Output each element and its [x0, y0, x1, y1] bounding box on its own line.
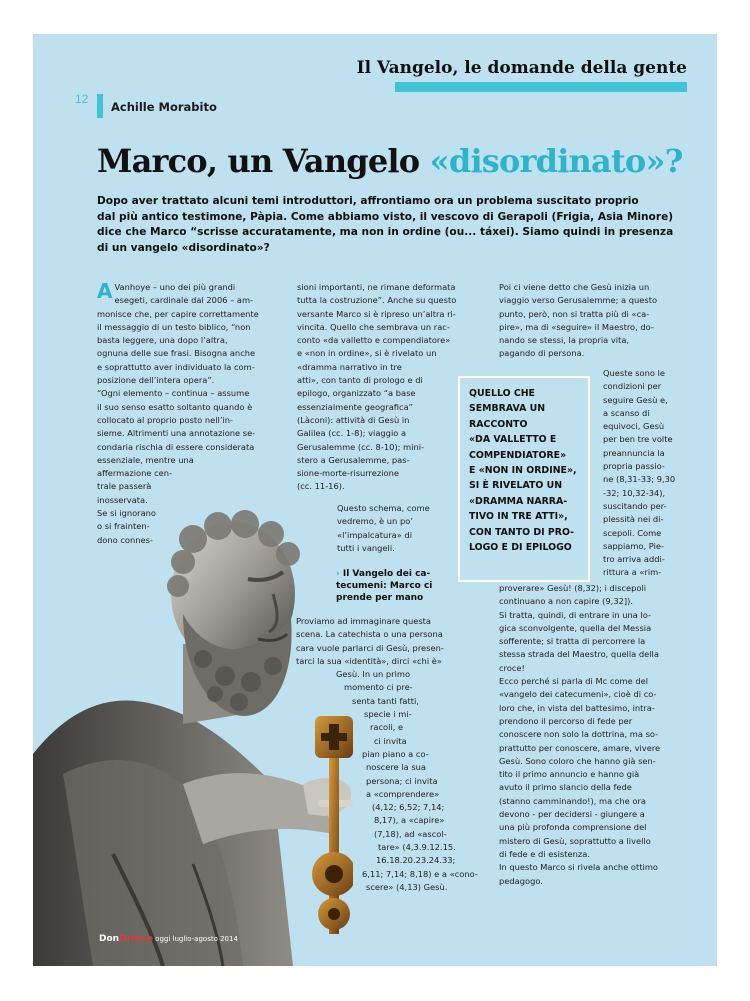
column-2-bottom — [296, 615, 478, 894]
pullquote-line: CON TANTO DI PRO- — [469, 526, 575, 538]
text-line: (stanno camminando!), ma che ora — [499, 795, 646, 806]
text-line: Queste sono le — [603, 368, 665, 378]
column-3-bottom — [499, 582, 660, 888]
magazine-page — [33, 34, 717, 966]
text-line: loro che, in vista del battesimo, intra- — [499, 702, 655, 713]
series-accent-bar — [395, 82, 687, 92]
text-line: senta tanti fatti, — [352, 695, 419, 706]
text-line: vincita. Quello che sembrava un rac- — [297, 321, 450, 332]
text-line: esegeti, cardinale dal 2006 – am- — [114, 295, 254, 306]
title-accent: «disordinato»? — [429, 142, 683, 180]
text-line: mistero di Gesù, soprattutto a livello — [499, 835, 651, 846]
text-line: «vangelo dei catecumeni», cioè di co- — [499, 689, 657, 700]
text-line: (7,18), ad «ascol- — [374, 828, 447, 839]
text-line: scena. La catechista o una persona — [296, 629, 443, 640]
text-line: gica sconvolgente, quella del Messia — [499, 622, 652, 633]
text-line: A Vanhoye – uno dei più grandi — [97, 279, 236, 303]
author-accent-bar — [97, 94, 103, 118]
text-line: persona; ci invita — [366, 775, 438, 786]
text-line: il messaggio di un testo biblico, “non — [97, 321, 251, 332]
text-line: Gesù. Sono coloro che hanno già sen- — [499, 755, 656, 766]
text-line: In questo Marco si rivela anche ottimo — [499, 862, 658, 873]
text-line: continuano a non capire (9,32]). — [499, 596, 633, 607]
pullquote-line: RACCONTO — [469, 418, 528, 430]
text-line: Questo schema, come — [337, 503, 430, 513]
series-title: Il Vangelo, le domande della gente — [356, 58, 687, 78]
text-line: equivoci, Gesù — [603, 421, 665, 432]
pullquote-line: TIVO IN TRE ATTI», — [469, 511, 568, 523]
text-line: nando se stessi, la propria vita, — [499, 335, 630, 346]
column-1 — [97, 281, 259, 547]
subhead-line: › Il Vangelo dei ca- — [336, 569, 431, 579]
text-line: preannuncia la — [603, 447, 665, 458]
text-line: tutta la costruzione”. Anche su questo — [297, 295, 457, 306]
text-line: conto «da valletto e compendiatore» — [297, 335, 451, 346]
text-line: punto, però, non si tratta più di «ca- — [499, 308, 650, 319]
text-line: ci invita — [374, 735, 407, 746]
text-line: «l’impalcatura» di — [337, 529, 413, 540]
text-line: 16.18.20.23.24.33; — [376, 855, 456, 866]
subhead-line: tecumeni: Marco ci — [336, 581, 433, 591]
text-line: ne (8,31-33; 9,30 — [603, 474, 676, 485]
text-line: prendono il percorso di fede per — [499, 715, 633, 726]
text-line: cara vuole parlarci di Gesù, presen- — [296, 642, 444, 653]
text-line: tare» (4,3.9.12.15. — [378, 842, 456, 853]
text-line: o si frainten- — [97, 521, 150, 532]
magazine-brand-a: Don — [99, 934, 120, 944]
chevron-right-icon: › — [336, 569, 343, 579]
text-line: 8,17), a «capire» — [374, 815, 445, 826]
text-line: Ecco perché si parla di Mc come del — [499, 676, 648, 687]
text-line: (Làconi): attività di Gesù in — [297, 414, 410, 425]
text-line: conoscere non solo la dottrina, ma so- — [499, 729, 659, 740]
text-line: di fede e di esistenza. — [499, 848, 590, 859]
text-line: suscitando per- — [603, 500, 667, 511]
text-line: essenziale, mentre una — [97, 454, 194, 465]
pullquote-line: «DA VALLETTO E — [469, 434, 557, 446]
text-line: 6,11; 7,14; 8,18) e a «cono- — [362, 868, 478, 879]
text-line: (4,12; 6,52; 7,14; — [372, 802, 445, 813]
article-intro — [97, 194, 674, 256]
text-line: pagando di persona. — [499, 348, 585, 359]
text-line: condaria rischia di essere considerata — [97, 441, 255, 452]
text-line: ognuna delle sue frasi. Bisogna anche — [97, 348, 256, 359]
pullquote-line: QUELLO CHE — [469, 388, 535, 399]
text-line: racoli, e — [370, 722, 404, 733]
intro-line: dal più antico testimone, Pàpia. Come abbiamo visto, il vescovo di Gerapoli (Frigia, Asia Minore) — [97, 210, 674, 223]
pull-quote — [458, 376, 590, 582]
page-number: 12 — [75, 92, 89, 106]
text-line: croce! — [499, 662, 525, 673]
text-line: Si tratta, quindi, di entrare in una lo- — [499, 609, 652, 620]
text-line: Gesù. In un primo — [336, 669, 411, 680]
section-subheading — [336, 568, 432, 604]
text-line: pire», ma di «seguire» il Maestro, do- — [499, 321, 654, 332]
text-line: tito il primo annuncio e hanno già — [499, 769, 640, 780]
text-line: proverare» Gesù! (8,32); i discepoli — [499, 583, 647, 593]
text-line: per ben tre volte — [603, 434, 673, 445]
text-line: a «comprendere» — [366, 788, 440, 799]
text-line: Proviamo ad immaginare questa — [296, 616, 431, 626]
text-line: atti», con tanto di prologo e di — [297, 375, 423, 386]
page-footer — [99, 934, 238, 944]
intro-line: di un vangelo «disordinato»? — [97, 241, 270, 254]
text-line: affermazione cen- — [97, 468, 172, 479]
article-title — [97, 142, 683, 180]
text-line: posizione dell’intera opera”. — [97, 375, 215, 386]
text-line: sappiamo, Pie- — [603, 540, 664, 551]
text-line: prattutto per conoscere, amare, vivere — [499, 742, 661, 753]
text-line: una più profonda comprensione del — [499, 822, 647, 833]
pullquote-line: E «NON IN ORDINE», — [469, 465, 577, 477]
text-line: a scanso di — [603, 407, 650, 418]
magazine-brand-b: Orione — [119, 934, 153, 944]
text-line: scepoli. Come — [603, 527, 662, 538]
text-line: trale passerà — [97, 481, 152, 492]
text-line: -32; 10,32-34), — [603, 487, 666, 498]
text-line: pedagogo. — [499, 875, 543, 886]
issue-date: luglio-agosto 2014 — [172, 935, 238, 943]
text-line: scere» (4,13) Gesù. — [366, 881, 448, 892]
text-line: momento ci pre- — [344, 682, 413, 693]
text-line: propria passio- — [603, 461, 665, 472]
text-line: stero a Gerusalemme, pas- — [297, 454, 410, 465]
text-line: condizioni per — [603, 381, 662, 392]
column-2-middle — [337, 502, 430, 555]
text-line: viaggio verso Gerusalemme; a questo — [499, 295, 658, 306]
text-line: specie i mi- — [364, 709, 412, 720]
text-line: il suo senso esatto soltanto quando è — [97, 401, 253, 412]
text-line: seguire Gesù e, — [603, 394, 668, 405]
column-3-side — [603, 367, 675, 580]
text-line: e soprattutto aver individuato la com- — [97, 361, 255, 372]
text-line: tarci la sua «identità», dirci «chi è» — [296, 655, 442, 666]
text-line: noscere la sua — [366, 762, 426, 773]
text-line: «dramma narrativo in tre — [297, 361, 402, 372]
pullquote-line: «DRAMMA NARRA- — [469, 495, 568, 507]
magazine-brand-c: oggi — [155, 935, 171, 943]
intro-line: dice che Marco “scrisse accuratamente, ma non in ordine (ou... táxei). Siamo quindi in presenza — [97, 226, 674, 239]
drop-cap: A — [97, 279, 113, 303]
text-line: avuto il primo slancio della fede — [499, 782, 632, 793]
pullquote-line: SI È RIVELATO UN — [469, 480, 563, 492]
text-line: stessa strada del Maestro, quella della — [499, 649, 659, 660]
text-line: tutti i vangeli. — [337, 542, 395, 553]
text-line: sione-morte-risurrezione — [297, 468, 399, 479]
text-line: sieme. Altrimenti una annotazione se- — [97, 428, 256, 439]
text-line: Galilea (cc. 1-8); viaggio a — [297, 428, 407, 439]
intro-line: Dopo aver trattato alcuni temi introduttori, affrontiamo ora un problema suscitato proprio — [97, 195, 639, 207]
text-line: sofferente; si tratta di percorrere la — [499, 636, 646, 647]
text-line: versante Marco si è ripreso un’altra ri- — [297, 308, 456, 319]
column-3-top — [499, 281, 657, 361]
title-main: Marco, un Vangelo — [97, 142, 430, 180]
author-name: Achille Morabito — [111, 100, 217, 114]
text-line: plessità nei di- — [603, 514, 664, 525]
column-2-top — [297, 281, 456, 494]
text-line: tro arriva addi- — [603, 554, 665, 565]
text-line: Poi ci viene detto che Gesù inizia un — [499, 282, 650, 292]
text-line: “Ogni elemento – continua – assume — [97, 388, 250, 399]
text-line: pian piano a co- — [362, 748, 429, 759]
text-line: Gerusalemme (cc. 8-10); mini- — [297, 441, 425, 452]
text-line: Se si ignorano — [97, 508, 157, 519]
text-line: epilogo, organizzato “a base — [297, 388, 416, 399]
pullquote-line: LOGO E DI EPILOGO — [469, 542, 572, 554]
pullquote-line: COMPENDIATORE» — [469, 449, 567, 461]
text-line: vedremo, è un po’ — [337, 516, 413, 527]
pullquote-line: SEMBRAVA UN — [469, 403, 546, 415]
text-line: inosservata. — [97, 494, 148, 505]
text-line: dono connes- — [97, 534, 153, 545]
text-line: collocato al proprio posto nell’in- — [97, 414, 234, 425]
text-line: e «non in ordine», si è rivelato un — [297, 348, 437, 359]
text-line: rittura a «rim- — [603, 567, 662, 578]
text-line: essenzialmente geografica” — [297, 401, 413, 412]
text-line: (cc. 11-16). — [297, 481, 345, 492]
text-line: sioni importanti, ne rimane deformata — [297, 282, 456, 292]
text-line: monisce che, per capire correttamente — [97, 308, 259, 319]
text-line: devono - per decidersi - giungere a — [499, 809, 645, 820]
subhead-line: prende per mano — [336, 593, 424, 603]
text-line: basta leggere, una dopo l’altra, — [97, 335, 228, 346]
